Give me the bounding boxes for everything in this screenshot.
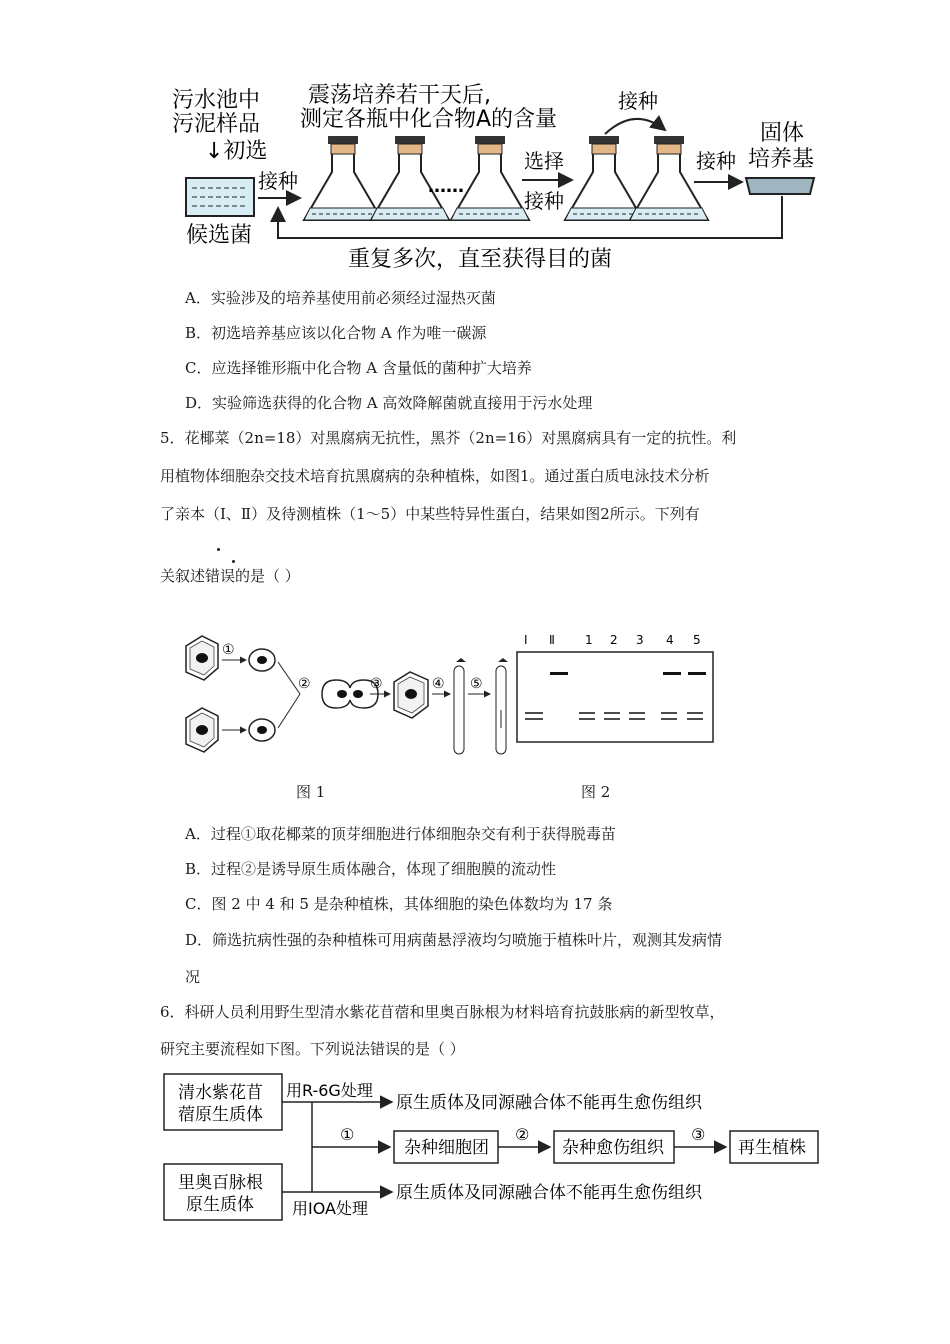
option-text: 实验涉及的培养基使用前必须经过湿热灭菌 (210, 289, 496, 307)
shake-label-2: 测定各瓶中化合物A的含量 (300, 107, 558, 132)
q6-flow-diagram (160, 1070, 825, 1225)
q5-stem-line-2: 用植物体细胞杂交技术培育抗黑腐病的杂种植株，如图1。通过蛋白质电泳技术分析 (160, 467, 710, 485)
hybrid-cell-label: 杂种细胞团 (404, 1138, 489, 1158)
lotus-label-1: 里奥百脉根 (178, 1173, 263, 1193)
emphasis-dot (217, 548, 220, 551)
initial-select-label: ↓初选 (205, 139, 268, 164)
lane-label-3: 3 (636, 633, 644, 647)
option-c (185, 357, 532, 378)
option-letter: C． (185, 895, 212, 913)
lane-label-I: Ⅰ (524, 633, 528, 647)
q6-stem-line-2: 研究主要流程如下图。下列说法错误的是（ ） (160, 1040, 465, 1058)
candidate-label: 候选菌 (186, 223, 253, 248)
shake-label-1: 震荡培养若干天后, (308, 83, 491, 108)
option-text: 初选培养基应该以化合物 A 作为唯一碳源 (211, 324, 487, 342)
figure-2-electrophoresis (515, 632, 720, 747)
q6-step-2: ② (515, 1125, 530, 1144)
gel-frame (517, 652, 713, 742)
lane-label-2: 2 (610, 633, 618, 647)
option-a (185, 287, 496, 308)
emphasis-dot (232, 560, 235, 563)
option-text: 况 (185, 968, 201, 986)
option-letter: B． (185, 324, 212, 342)
q5-stem-line-4: 关叙述错误的是（ ） (160, 567, 300, 585)
option-letter: A． (185, 289, 211, 307)
step-4: ④ (432, 676, 445, 692)
step-5: ⑤ (470, 676, 483, 692)
band (663, 672, 681, 675)
alfalfa-label-2: 蓿原生质体 (178, 1105, 263, 1125)
option-letter: B． (185, 860, 212, 878)
q5-option-d (185, 929, 722, 950)
q5-option-c (185, 893, 612, 914)
lane-label-5: 5 (693, 633, 701, 647)
step-3: ③ (370, 676, 383, 692)
option-text: 过程②是诱导原生质体融合，体现了细胞膜的流动性 (211, 860, 557, 878)
alfalfa-label-1: 清水紫花苜 (178, 1083, 263, 1103)
lane-label-II: Ⅱ (549, 633, 555, 647)
figure-1-caption: 图 1 (296, 783, 326, 801)
source-label-1: 污水池中 (172, 88, 261, 113)
step-1: ① (222, 642, 235, 658)
flask-4 (565, 136, 643, 220)
lotus-label-2: 原生质体 (186, 1195, 254, 1215)
r6g-result: 原生质体及同源融合体不能再生愈伤组织 (396, 1093, 702, 1113)
option-letter: D． (185, 931, 213, 949)
solid-medium-dish (746, 178, 814, 194)
option-text: 图 2 中 4 和 5 是杂种植株，其体细胞的染色体数均为 17 条 (211, 895, 613, 913)
q5-option-a (185, 823, 616, 844)
lane-label-1: 1 (585, 633, 593, 647)
solid-medium-label-2: 培养基 (748, 147, 815, 172)
solid-medium-label-1: 固体 (760, 121, 805, 146)
ioa-label: 用IOA处理 (292, 1199, 368, 1218)
inoculate-label-top: 接种 (618, 89, 658, 113)
inoculate-label-2: 接种 (524, 189, 564, 213)
r6g-label: 用R-6G处理 (286, 1081, 373, 1100)
candidate-dish (186, 178, 254, 216)
q5-stem-line-3: 了亲本（Ⅰ、Ⅱ）及待测植株（1～5）中某些特异性蛋白，结果如图2所示。下列有 (160, 505, 700, 523)
select-label: 选择 (524, 149, 564, 173)
figure-1-cell-fusion (178, 632, 518, 762)
inoculate-label-1: 接种 (258, 169, 298, 193)
option-text: 应选择锥形瓶中化合物 A 含量低的菌种扩大培养 (211, 359, 532, 377)
step-2: ② (298, 676, 311, 692)
option-b (185, 322, 486, 343)
option-letter: A． (185, 825, 211, 843)
option-text: 实验筛选获得的化合物 A 高效降解菌就直接用于污水处理 (212, 394, 593, 412)
lane-label-4: 4 (666, 633, 674, 647)
enrichment-diagram (160, 80, 840, 280)
q5-option-b (185, 858, 556, 879)
q5-stem-line-1: 5．花椰菜（2n=18）对黑腐病无抗性，黑芥（2n=16）对黑腐病具有一定的抗性。利 (160, 429, 737, 447)
q6-stem-line-1: 6．科研人员利用野生型清水紫花苜蓿和里奥百脉根为材料培育抗鼓胀病的新型牧草， (160, 1003, 725, 1021)
flask-1 (304, 136, 382, 220)
q5-option-d-continued (185, 966, 200, 987)
option-text: 筛选抗病性强的杂种植株可用病菌悬浮液均匀喷施于植株叶片，观测其发病情 (212, 931, 723, 949)
regenerated-plant-label: 再生植株 (738, 1138, 806, 1158)
band (550, 672, 568, 675)
option-d (185, 392, 592, 413)
repeat-label: 重复多次，直至获得目的菌 (348, 247, 613, 272)
figure-2-caption: 图 2 (581, 783, 611, 801)
band (688, 672, 706, 675)
ioa-result: 原生质体及同源融合体不能再生愈伤组织 (396, 1183, 702, 1203)
option-letter: D． (185, 394, 213, 412)
inoculate-label-3: 接种 (696, 149, 736, 173)
source-label-2: 污泥样品 (172, 112, 261, 137)
option-letter: C． (185, 359, 212, 377)
q6-step-1: ① (340, 1125, 355, 1144)
hybrid-callus-label: 杂种愈伤组织 (562, 1138, 664, 1158)
option-text: 过程①取花椰菜的顶芽细胞进行体细胞杂交有利于获得脱毒苗 (210, 825, 616, 843)
ellipsis-label: …… (428, 176, 464, 197)
q6-step-3: ③ (691, 1125, 706, 1144)
